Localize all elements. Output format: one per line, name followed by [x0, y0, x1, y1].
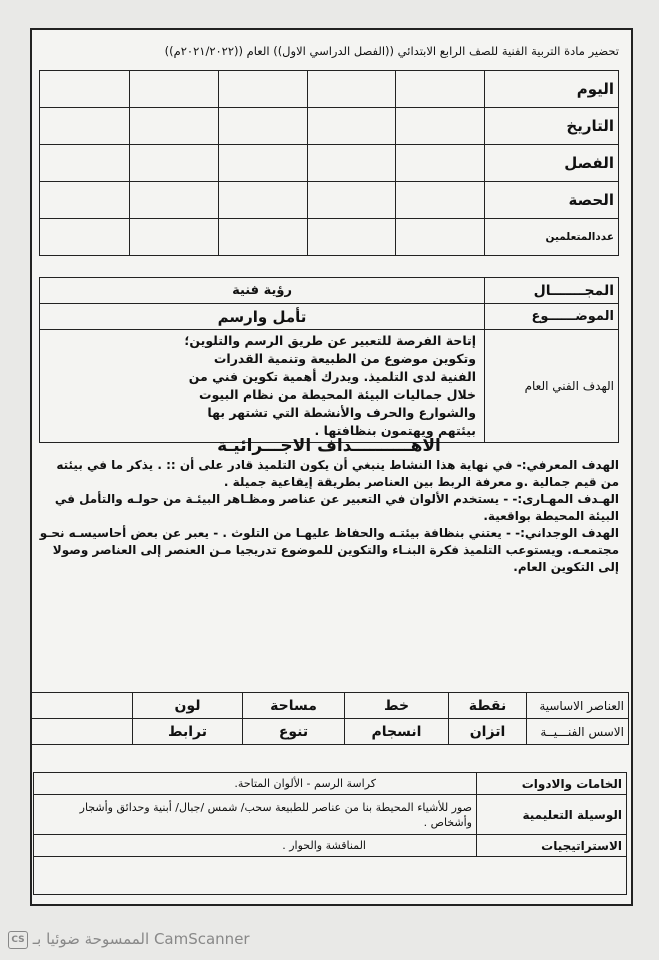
principle-coherence: ترابط — [133, 719, 243, 745]
table-row — [40, 219, 619, 256]
table-row — [40, 304, 619, 330]
schedule-table — [39, 70, 619, 256]
field-value: رؤية فنية — [40, 278, 485, 304]
schedule-label-learners: عددالمتعلمين — [485, 219, 619, 256]
topic-label: الموضــــــوع — [485, 304, 619, 330]
skill-goal: الهـدف المهـارى:- - يستخدم الألوان في التعبير عن عناصر ومظـاهر البيئـة من حولـه والتأمل في البيئة المحيطة بواقعية. — [54, 492, 619, 523]
strategies-value: المناقشة والحوار . — [34, 835, 477, 857]
table-row — [40, 108, 619, 145]
element-point: نقطة — [449, 693, 527, 719]
aids-value: صور للأشياء المحيطة بنا من عناصر للطبيعة سحب/ شمس /جبال/ أبنية وحدائق وأشجار وأشخاص . — [34, 795, 477, 835]
elements-table — [31, 692, 629, 745]
table-row — [32, 719, 629, 745]
lesson-info-table — [39, 277, 619, 443]
strategies-label: الاستراتيجيات — [477, 835, 627, 857]
table-row — [34, 857, 627, 895]
table-row — [40, 278, 619, 304]
topic-value: تأمل وارسم — [40, 304, 485, 330]
general-goal-value: إتاحة الفرصة للتعبير عن طريق الرسم والتلوين؛ وتكوين موضوع من الطبيعة وتنمية القدرات الفنية لدى التلميذ. ويدرك أهمية تكوين فني من خلال جماليات البيئة المحيطة من نظام البيوت والشوارع والحرف والأنشطة التي تشتهر بها بيئتهم ويهتمون بنظافتها . — [40, 330, 485, 443]
affective-goal: الهدف الوجداني:- - يعتني بنظافة بيئتـه والحفاظ عليهـا من التلوث . - يعبر عن بعض أحاسيسـه نحـو مجتمعـه. ويستوعب التلميذ فكرة البنـاء والتكوين للموضوع تدريجيا مـن العنصر إلى العناصر وصولا إلى التكوين العام. — [39, 526, 619, 574]
principle-harmony: انسجام — [345, 719, 449, 745]
procedural-goals-heading: الاهــــــــــداف الاجـــرائيـة — [217, 436, 441, 456]
schedule-label-date: التاريخ — [485, 108, 619, 145]
table-row — [40, 182, 619, 219]
table-row — [40, 145, 619, 182]
watermark-text: الممسوحة ضوئيا بـ CamScanner — [32, 930, 250, 948]
element-color: لون — [133, 693, 243, 719]
page-title: تحضير مادة التربية الفنية للصف الرابع الابتدائي ((الفصل الدراسي الاول)) العام ((٢٠٢١/٢٠٢٢م)) — [164, 44, 619, 58]
principles-label: الاسس الفنـــيــة — [527, 719, 629, 745]
lesson-plan-page — [30, 28, 633, 906]
cognitive-goal: الهدف المعرفي:- في نهاية هذا النشاط ينبغي أن يكون التلميذ قادر على أن :: . يذكر ما في بيئته من قيم جمالية .و معرفة الربط بين العناصر بطريقة إيقاعية جميلة . — [56, 458, 619, 489]
element-area: مساحة — [243, 693, 345, 719]
table-row — [34, 773, 627, 795]
table-row — [40, 330, 619, 443]
materials-table — [33, 772, 627, 895]
tools-value: كراسة الرسم - الألوان المتاحة. — [34, 773, 477, 795]
schedule-label-class: الفصل — [485, 145, 619, 182]
aids-label: الوسيلة التعليمية — [477, 795, 627, 835]
table-row — [32, 693, 629, 719]
basic-elements-label: العناصر الاساسية — [527, 693, 629, 719]
schedule-label-day: اليوم — [485, 71, 619, 108]
camscanner-icon: CS — [8, 931, 28, 949]
field-label: المجـــــــال — [485, 278, 619, 304]
tools-label: الخامات والادوات — [477, 773, 627, 795]
schedule-label-period: الحصة — [485, 182, 619, 219]
table-row — [34, 835, 627, 857]
table-row — [34, 795, 627, 835]
camscanner-watermark — [8, 930, 250, 949]
procedural-goals — [39, 438, 619, 576]
principle-variety: تنوع — [243, 719, 345, 745]
general-goal-label: الهدف الفني العام — [485, 330, 619, 443]
principle-balance: اتزان — [449, 719, 527, 745]
element-line: خط — [345, 693, 449, 719]
table-row — [40, 71, 619, 108]
